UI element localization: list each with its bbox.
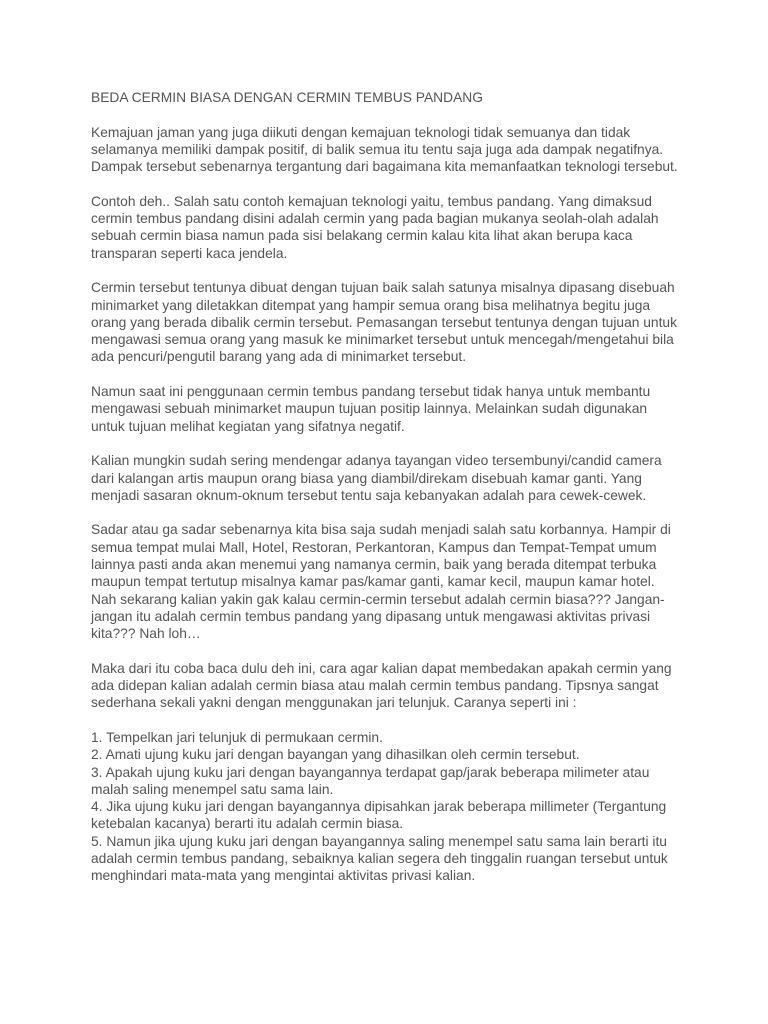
list-item: ketebalan kacanya) berarti itu adalah cermin biasa. [91,816,404,832]
paragraph-line: orang yang berada dibalik cermin tersebut. Pemasangan tersebut tentunya dengan tujuan untuk [91,314,677,330]
paragraph-line: Nah sekarang kalian yakin gak kalau cermin-cermin tersebut adalah cermin biasa??? Jangan- [91,591,665,607]
list-item: malah saling menempel satu sama lain. [91,781,334,797]
list-item: 2. Amati ujung kuku jari dengan bayangan yang dihasilkan oleh cermin tersebut. [91,747,580,763]
paragraph-candid-camera [91,452,691,504]
paragraph-minimarket [91,279,691,365]
paragraph-intro [91,124,691,176]
paragraph-line: Cermin tersebut tentunya dibuat dengan tujuan baik salah satunya misalnya dipasang disebuah [91,280,675,296]
paragraph-line: mengawasi semua orang yang masuk ke minimarket tersebut untuk mencegah/mengetahui bila [91,332,674,348]
paragraph-line: cermin tembus pandang disini adalah cermin yang pada bagian mukanya seolah-olah adalah [91,211,659,227]
paragraph-line: selamanya memiliki dampak positif, di balik semua itu tentu saja juga ada dampak negatifnya. [91,141,664,157]
paragraph-line: Kalian mungkin sudah sering mendengar adanya tayangan video tersembunyi/candid camera [91,453,662,469]
paragraph-line: sebuah cermin biasa namun pada sisi belakang cermin kalau kita lihat akan berupa kaca [91,228,633,244]
paragraph-line: Dampak tersebut sebenarnya tergantung dari bagaimana kita memanfaatkan teknologi tersebut. [91,159,678,175]
paragraph-line: menjadi sasaran oknum-oknum tersebut tentu saja kebanyakan adalah para cewek-cewek. [91,487,647,503]
paragraph-line: Sadar atau ga sadar sebenarnya kita bisa saja sudah menjadi salah satu korbannya. Hampir di [91,522,671,538]
document-title: BEDA CERMIN BIASA DENGAN CERMIN TEMBUS PANDANG [91,90,484,105]
paragraph-line: semua tempat mulai Mall, Hotel, Restoran, Perkantoran, Kampus dan Tempat-Tempat umum [91,539,657,555]
list-item: 3. Apakah ujung kuku jari dengan bayangannya terdapat gap/jarak beberapa milimeter atau [91,764,650,780]
paragraph-line: lainnya pasti anda akan menemui yang namanya cermin, baik yang berada ditempat terbuka [91,557,657,573]
list-item: 1. Tempelkan jari telunjuk di permukaan cermin. [91,729,383,745]
paragraph-line: ada pencuri/pengutil barang yang ada di minimarket tersebut. [91,349,467,365]
paragraph-line: Maka dari itu coba baca dulu deh ini, cara agar kalian dapat membedakan apakah cermin yang [91,660,672,676]
paragraph-line: jangan itu adalah cermin tembus pandang yang dipasang untuk mengawasi aktivitas privasi [91,608,651,624]
list-item: 5. Namun jika ujung kuku jari dengan bayangannya saling menempel satu sama lain berarti itu [91,833,667,849]
paragraph-line: Namun saat ini penggunaan cermin tembus pandang tersebut tidak hanya untuk membantu [91,384,651,400]
paragraph-line: kita??? Nah loh… [91,626,201,642]
steps-list [91,729,691,885]
paragraph-line: minimarket yang diletakkan ditempat yang hampir semua orang bisa melihatnya begitu juga [91,297,651,313]
list-item: 4. Jika ujung kuku jari dengan bayangannya dipisahkan jarak beberapa millimeter (Tergantung [91,799,667,815]
paragraph-line: Kemajuan jaman yang juga diikuti dengan kemajuan teknologi tidak semuanya dan tidak [91,124,631,140]
paragraph-line: dari kalangan artis maupun orang biasa yang diambil/direkam disebuah kamar ganti. Yang [91,470,642,486]
paragraph-victims [91,521,691,642]
paragraph-line: Contoh deh.. Salah satu contoh kemajuan teknologi yaitu, tembus pandang. Yang dimaksud [91,193,652,209]
paragraph-line: untuk tujuan melihat kegiatan yang sifatnya negatif. [91,418,405,434]
document-page [91,89,691,885]
paragraph-line: mengawasi sebuah minimarket maupun tujuan positip lainnya. Melainkan sudah digunakan [91,401,648,417]
paragraph-tips [91,660,691,712]
paragraph-line: transparan seperti kaca jendela. [91,245,288,261]
paragraph-line: sederhana sekali yakni dengan menggunakan jari telunjuk. Caranya seperti ini : [91,695,577,711]
list-item: adalah cermin tembus pandang, sebaiknya kalian segera deh tinggalin ruangan tersebut untuk [91,851,668,867]
paragraph-misuse [91,383,691,435]
paragraph-example [91,193,691,262]
paragraph-line: ada didepan kalian adalah cermin biasa atau malah cermin tembus pandang. Tipsnya sangat [91,678,659,694]
paragraph-line: maupun tempat tertutup misalnya kamar pas/kamar ganti, kamar kecil, maupun kamar hotel. [91,574,655,590]
list-item: menghindari mata-mata yang mengintai aktivitas privasi kalian. [91,868,476,884]
